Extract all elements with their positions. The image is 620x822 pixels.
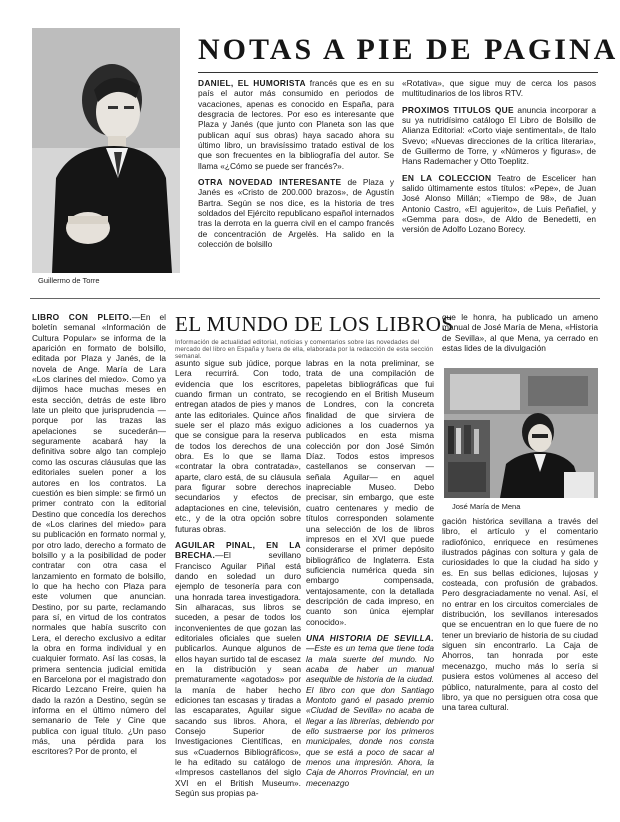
top-column-2: [402, 78, 596, 273]
item-lead: PROXIMOS TITULOS QUE: [402, 104, 514, 115]
mena-caption: José María de Mena: [452, 502, 521, 511]
item-text: gación histórica sevillana a través del libro, el artículo y el comentario radiofónico, enriquece en resúmenes ilustrados páginas con soltura y gala de curiosidades lo que la ciudad ha sido y es. En sus bellas ediciones, lujosas y costeada, con profusión de grabados. Pero desgraciadamente no venal. Así, el no entrar en los circuitos comerciales de distribución, los sevillanos interesados que se encuentran en lo que fuere de no tener un breviario de historia de su ciudad siguen sin encontrarlo. La Caja de Ahorros, tan honrada por este mecenazgo, mucho más lo sería si pusiera estos volúmenes al acceso del público, naturalmente, para al costo del libro, ya que no persiguen otra cosa que una tarea cultural.: [442, 516, 598, 713]
item-text: labras en la nota preliminar, se trata de una compilación de papeletas bibliográficas que fui recogiendo en el British Museum de Londres, con la concreta finalidad de que sirviera de adiciones a los cuadernos ya publicados en esta misma colección por don José Simón Díaz. Todos estos impresos castellanos se conservan —señala Aguilar— en aquel inapreciable Museo. Debo precisar, sin embargo, que este cuatro centenares y medio de títulos corresponden solamente una selección de los de libros impresos en el XVI que puede considerarse el primer depósito bibliográfico de Inglaterra. Esta suficiencia numérica queda sin embargo compensada, ventajosamente, con la detallada descripción de cada impreso, en cuanto son única ejemplar conocido».: [306, 358, 434, 627]
item-lead: DANIEL, EL HUMORISTA: [198, 78, 306, 88]
portrait-illustration: [32, 28, 180, 273]
item-libro-con-pleito: [32, 312, 166, 757]
portrait-photo-guillermo-de-torre: [32, 28, 180, 273]
right-column-top: [442, 312, 598, 366]
item-historia-de-sevilla: [306, 633, 434, 788]
item-british-museum: [306, 358, 434, 627]
item-text: asunto sigue sub júdice, porque Lera recurrirá. Con todo, evidencia que los escritores, cuando firman un contrato, se entregan atados de pies y manos ante las editoriales. Quince años suele ser el plazo más exiguo que se consigue para la reserva de todos los derechos de una obra. Es lo que se llama «contratar la obra contratada», aparte, claro está, de su cláusula para figurar sobre derechos secundarios y efectos de adaptaciones en cine, televisión, etc., y de la otra opción sobre futuras obras.: [175, 358, 301, 534]
item-text: —El sevillano Francisco Aguilar Piñal está dando en soledad un duro ejemplo de tesonería para con una honrada tarea investigadora. Sin alharacas, sus libros se suceden, a pesar de todos los inconvenientes de que gozan las editoriales oficiales que suelen publicarlos. Aunque algunos de ellos hayan surtido tal de escasez en la distribución y sean prematuramente «agotados» por la manía de haber hecho ediciones tan escasas y tiradas a las escaparates, Aguilar sigue sacando sus libros. Ahora, el Consejo Superior de Investigaciones Científicas, en sus «Cuadernos Bibliográficos», le ha editado su catálogo de «Impresos castellanos del siglo XVI en el British Museum». Según sus propias pa-: [175, 550, 301, 799]
item-text: —Este es un tema que tiene toda la mala suerte del mundo. No acaba de haber un manual asequible de historia de la ciudad. El libro con que don Santiago Montoto ganó el pasado premio «Ciudad de Sevilla» no acaba de llegar a las librerías, debiendo por ello sustraerse por los primeros municipales, donde nos consta que se está a poco de sacar al menos una impresión. Ahora, la Caja de Ahorros Provincial, en un mecenazgo: [306, 643, 434, 788]
item-aguilar-pinal: [175, 540, 301, 799]
item-text: —En el boletín semanal «Información de Cultura Popular» se informa de la aparición en formato de bolsillo, editada por Plaza y Janés, de la novela de Ange. María de Lara «Los clarines del miedo». Como ya dijimos hace muchas meses en esta sección, detrás de este libro late un pleito que jurisprudencia —porque por las trazas las apelaciones se sucederán— seguramente acabará hay la definitiva sobre algo tan complejo como las oscuras cláusulas que las editoriales suelen poner a los autores en los contratos. La cuestión es bien simple: se firmó un primer contrato con la editorial Destino que concedía los derechos de «Los clarines del miedo» para su publicación en formato normal y, por otro lado, derecho a formato de bolsillo y a la posibilidad de poder contratar con otra casa el lanzamiento en formato de bolsillo, lo que ha hecho con Plaza para este volumen que anuncian. Destino, por su parte, reclamando para sí, en virtud de los contratos normales que había suscrito con Lera, el derecho exclusivo a editar la obra en forma individual y en cualquier formato. Así las cosas, la primera sentencia judicial emitida en Barcelona por el magistrado don Ricardo Lezcano Freire, quien ha dado la razón a Destino, según se informa en el último número del semanario de Tele y Cine que publica con igual título. ¿Un paso más, una pérdida para los escritores? Por de pronto, el: [32, 312, 166, 757]
item-mena-manual: [442, 312, 598, 353]
portrait-caption: Guillermo de Torre: [38, 276, 100, 285]
item-text: que le honra, ha publicado un ameno manual de José María de Mena, «Historia de Sevilla», al que Mena, ya cerrado en estas lides de la divulgación: [442, 312, 598, 354]
photo-jose-maria-de-mena: [444, 368, 598, 498]
item-lead: LIBRO CON PLEITO.: [32, 312, 132, 322]
item-asunto-sub-judice: [175, 358, 301, 534]
mena-illustration: [444, 368, 598, 498]
top-item-coleccion-teatro: [402, 173, 596, 235]
item-lead: OTRA NOVEDAD INTERESANTE: [198, 177, 342, 188]
page-headline: NOTAS A PIE DE PAGINA: [198, 33, 619, 66]
top-item-humorista: [198, 78, 394, 171]
top-item-proximos-titulos: [402, 105, 596, 167]
item-text: francés que es en su país el autor más consumido en periodos de vacaciones, apenas es conocido en España, para desgracia de lectores. Por eso es interesante que Plaza y Janés (que junto con Planeta son las que publican aquí sus obras) haya sacado ahora su último libro, un bravisíssimo tratado estival de los que son frecuentes en la bibliografía del autor. Se llama «¿Cómo se puede ser francés?».: [198, 78, 394, 171]
top-item-otra-novedad: [198, 177, 394, 249]
top-column-1: [198, 78, 394, 273]
section-divider: [30, 298, 600, 299]
middle-column-2: [306, 358, 434, 810]
item-lead: EN LA COLECCION: [402, 172, 492, 183]
item-text: anuncia incorporar a su ya nutridísimo catálogo El Libro de Bolsillo de Alianza Editorial: «Corto viaje sentimental», de Italo Svevo; «Nuevas direcciones de la crítica literaria», de Guillermo de Torre, y «Números y figuras», de Hans Rademacher y Otto Toeplitz.: [402, 104, 596, 167]
right-column-bottom: [442, 516, 598, 810]
left-column-libro-con-pleito: [32, 312, 166, 810]
item-text: Teatro de Escelicer han salido últimamente estos títulos: «Pepe», de Juan José Alonso Millán; «Tiempo de 98», de Juan Antonio Castro, «El agujerito», de Luis Peñafiel, y «Gemma para dos», de Aldo de Benedetti, en versión de Adolfo Lozano Borecy.: [402, 172, 596, 235]
section-headline: EL MUNDO DE LOS LIBROS: [175, 312, 454, 336]
item-lead: UNA HISTORIA DE SEVILLA.: [306, 632, 434, 643]
middle-column-1: [175, 358, 301, 810]
item-text: de Plaza y Janés es «Cristo de 200.000 brazos», de Agustín Bartra. Según se nos dice, es la historia de tres soldados del Ejército republicano español internados tras la derrota en la guerra civil en el campo francés de concentración de Argelès. Ha salido en la colección de bolsillo: [198, 177, 394, 250]
item-lead: AGUILAR PINAL, EN LA BRECHA.: [175, 539, 301, 561]
top-item-rotativa: [402, 78, 596, 99]
headline-underline: [198, 72, 598, 73]
item-text: «Rotativa», que sigue muy de cerca los pasos multitudinarios de los libros RTV.: [402, 78, 596, 99]
section-deck: Información de actualidad editorial, noticias y comentarios sobre las novedades del mercado del libro en España y fuera de ella, elaborada por la redacción de esta sección semanal.: [175, 339, 434, 360]
item-mena-divulgacion: [442, 516, 598, 713]
